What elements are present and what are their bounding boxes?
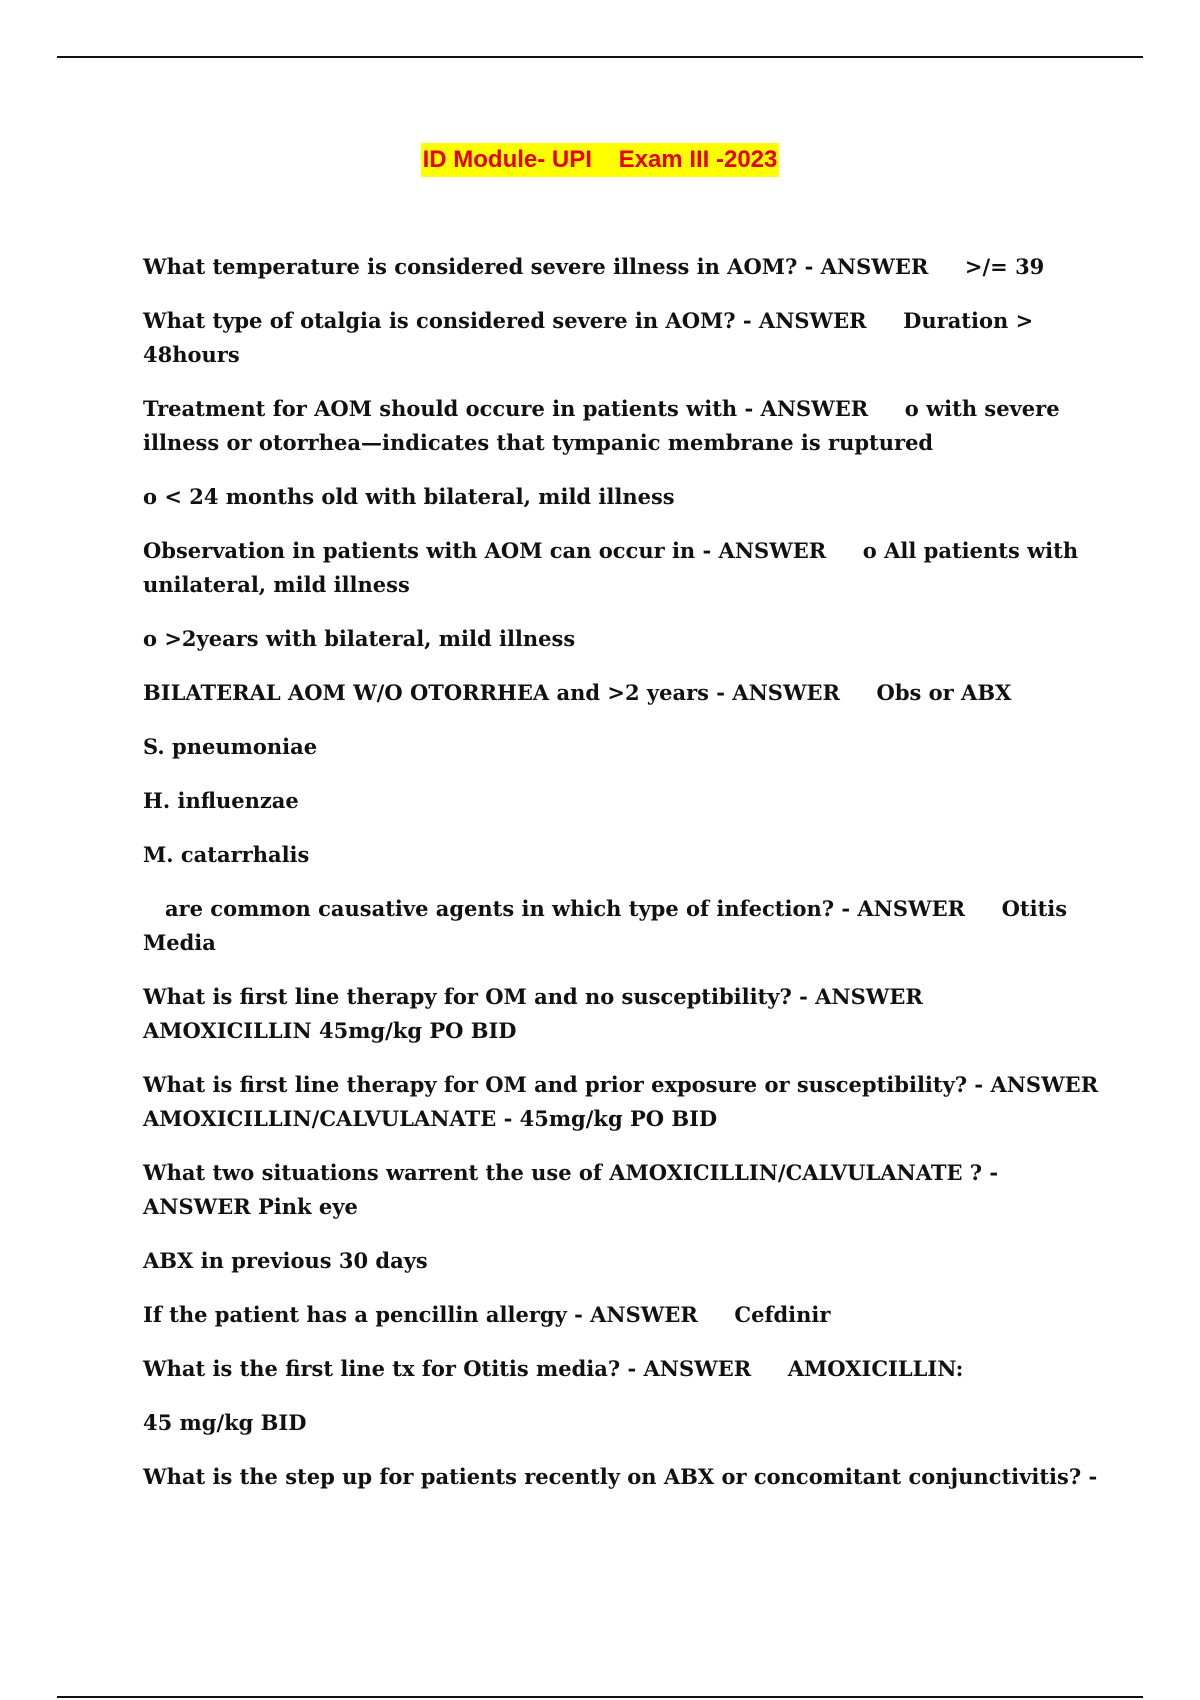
paragraph-9: H. influenzae: [143, 788, 299, 813]
paragraph-11: are common causative agents in which type of infection? - ANSWER Otitis Media: [143, 896, 1075, 955]
document-title: ID Module- UPI Exam III -2023: [421, 143, 780, 177]
top-rule: [57, 56, 1143, 58]
paragraph-17: What is the first line tx for Otitis media? - ANSWER AMOXICILLIN:: [143, 1356, 964, 1381]
paragraph-5: Observation in patients with AOM can occur in - ANSWER o All patients with unilateral, mild illness: [143, 538, 1086, 597]
paragraph-13: What is first line therapy for OM and prior exposure or susceptibility? - ANSWER AMOXICILLIN/CALVULANATE - 45mg/kg PO BID: [143, 1072, 1106, 1131]
bottom-rule: [57, 1696, 1143, 1698]
document-body: [143, 250, 1106, 1514]
title-container: [0, 143, 1200, 177]
paragraph-10: M. catarrhalis: [143, 842, 310, 867]
paragraph-6: o >2years with bilateral, mild illness: [143, 626, 576, 651]
paragraph-19: What is the step up for patients recently on ABX or concomitant conjunctivitis? -: [143, 1464, 1098, 1489]
paragraph-1: What temperature is considered severe illness in AOM? - ANSWER >/= 39: [143, 254, 1045, 279]
paragraph-4: o < 24 months old with bilateral, mild illness: [143, 484, 675, 509]
paragraph-2: What type of otalgia is considered severe in AOM? - ANSWER Duration > 48hours: [143, 308, 1041, 367]
paragraph-7: BILATERAL AOM W/O OTORRHEA and >2 years - ANSWER Obs or ABX: [143, 680, 1012, 705]
paragraph-15: ABX in previous 30 days: [143, 1248, 428, 1273]
paragraph-16: If the patient has a pencillin allergy - ANSWER Cefdinir: [143, 1302, 831, 1327]
paragraph-12: What is first line therapy for OM and no susceptibility? - ANSWER AMOXICILLIN 45mg/kg PO BID: [143, 984, 960, 1043]
paragraph-8: S. pneumoniae: [143, 734, 318, 759]
paragraph-3: Treatment for AOM should occure in patients with - ANSWER o with severe illness or otorrhea—indicates that tympanic membrane is ruptured: [143, 396, 1067, 455]
paragraph-18: 45 mg/kg BID: [143, 1410, 307, 1435]
paragraph-14: What two situations warrent the use of AMOXICILLIN/CALVULANATE ? - ANSWER Pink eye: [143, 1160, 1006, 1219]
